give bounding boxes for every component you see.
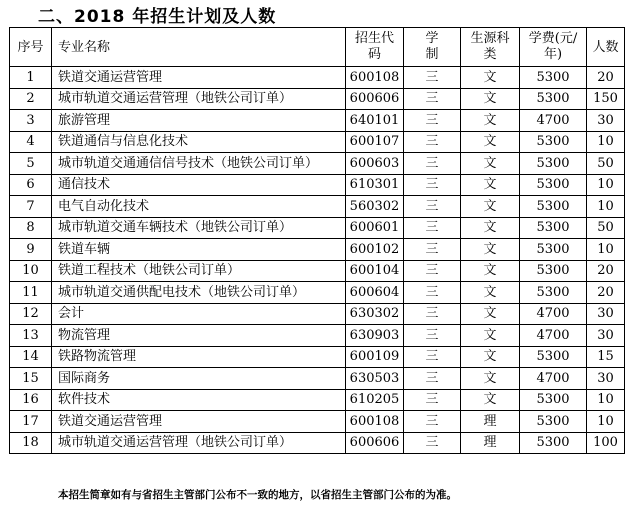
cell-seq: 13 (10, 325, 52, 347)
cell-count: 20 (587, 260, 625, 282)
cell-count: 30 (587, 325, 625, 347)
table-row (10, 217, 625, 239)
cell-fee: 5300 (520, 88, 587, 110)
cell-subject: 文 (461, 131, 520, 153)
table-row (10, 196, 625, 218)
cell-name: 铁道工程技术（地铁公司订单） (52, 260, 346, 282)
cell-years: 三 (404, 282, 461, 304)
col-header-subject-line1: 生源科 (470, 31, 510, 46)
cell-code: 630302 (346, 303, 404, 325)
col-header-fee (520, 28, 587, 67)
cell-code: 600107 (346, 131, 404, 153)
cell-years: 三 (404, 131, 461, 153)
cell-count: 10 (587, 174, 625, 196)
table-row (10, 432, 625, 454)
col-header-years-line1: 学 (425, 31, 439, 46)
col-header-subject-line2: 类 (483, 47, 497, 62)
cell-seq: 1 (10, 67, 52, 89)
cell-fee: 5300 (520, 217, 587, 239)
table-row (10, 110, 625, 132)
cell-fee: 5300 (520, 411, 587, 433)
cell-subject: 文 (461, 260, 520, 282)
cell-fee: 5300 (520, 389, 587, 411)
cell-subject: 文 (461, 110, 520, 132)
cell-seq: 9 (10, 239, 52, 261)
table-row (10, 411, 625, 433)
cell-name: 铁道车辆 (52, 239, 346, 261)
table-row (10, 325, 625, 347)
enrollment-plan-table (9, 27, 625, 454)
cell-name: 铁道交通运营管理 (52, 67, 346, 89)
cell-seq: 5 (10, 153, 52, 175)
cell-years: 三 (404, 196, 461, 218)
table-row (10, 368, 625, 390)
cell-code: 600606 (346, 88, 404, 110)
cell-years: 三 (404, 260, 461, 282)
cell-seq: 8 (10, 217, 52, 239)
table-row (10, 88, 625, 110)
cell-seq: 3 (10, 110, 52, 132)
cell-code: 610205 (346, 389, 404, 411)
cell-subject: 文 (461, 346, 520, 368)
cell-count: 50 (587, 217, 625, 239)
cell-count: 10 (587, 239, 625, 261)
cell-code: 600108 (346, 67, 404, 89)
cell-count: 100 (587, 432, 625, 454)
cell-years: 三 (404, 432, 461, 454)
cell-name: 会计 (52, 303, 346, 325)
cell-seq: 7 (10, 196, 52, 218)
cell-seq: 6 (10, 174, 52, 196)
table-row (10, 67, 625, 89)
cell-fee: 5300 (520, 174, 587, 196)
cell-code: 610301 (346, 174, 404, 196)
table-body (10, 67, 625, 454)
cell-code: 600108 (346, 411, 404, 433)
table-row (10, 131, 625, 153)
cell-subject: 文 (461, 153, 520, 175)
cell-code: 600603 (346, 153, 404, 175)
cell-code: 600604 (346, 282, 404, 304)
cell-code: 600104 (346, 260, 404, 282)
cell-fee: 4700 (520, 303, 587, 325)
cell-years: 三 (404, 389, 461, 411)
col-header-name: 专业名称 (52, 28, 346, 67)
cell-seq: 16 (10, 389, 52, 411)
cell-name: 国际商务 (52, 368, 346, 390)
cell-subject: 文 (461, 239, 520, 261)
cell-years: 三 (404, 67, 461, 89)
cell-subject: 文 (461, 196, 520, 218)
cell-subject: 文 (461, 217, 520, 239)
cell-seq: 17 (10, 411, 52, 433)
cell-count: 10 (587, 196, 625, 218)
cell-seq: 2 (10, 88, 52, 110)
cell-fee: 5300 (520, 239, 587, 261)
cell-years: 三 (404, 88, 461, 110)
cell-fee: 4700 (520, 325, 587, 347)
cell-subject: 理 (461, 432, 520, 454)
cell-years: 三 (404, 217, 461, 239)
cell-name: 软件技术 (52, 389, 346, 411)
cell-seq: 10 (10, 260, 52, 282)
cell-name: 铁道通信与信息化技术 (52, 131, 346, 153)
cell-name: 城市轨道交通供配电技术（地铁公司订单） (52, 282, 346, 304)
cell-years: 三 (404, 368, 461, 390)
cell-subject: 文 (461, 67, 520, 89)
cell-count: 20 (587, 67, 625, 89)
table-row (10, 389, 625, 411)
cell-seq: 15 (10, 368, 52, 390)
cell-name: 物流管理 (52, 325, 346, 347)
cell-code: 600102 (346, 239, 404, 261)
cell-fee: 5300 (520, 346, 587, 368)
col-header-fee-line1: 学费(元/ (528, 31, 578, 46)
cell-fee: 5300 (520, 67, 587, 89)
cell-fee: 4700 (520, 368, 587, 390)
cell-count: 50 (587, 153, 625, 175)
table-row (10, 346, 625, 368)
cell-fee: 5300 (520, 131, 587, 153)
cell-fee: 5300 (520, 260, 587, 282)
cell-seq: 12 (10, 303, 52, 325)
cell-years: 三 (404, 303, 461, 325)
table-row (10, 282, 625, 304)
cell-count: 10 (587, 389, 625, 411)
cell-subject: 理 (461, 411, 520, 433)
cell-fee: 5300 (520, 282, 587, 304)
cell-seq: 18 (10, 432, 52, 454)
cell-count: 15 (587, 346, 625, 368)
cell-code: 630903 (346, 325, 404, 347)
cell-count: 30 (587, 110, 625, 132)
cell-fee: 5300 (520, 153, 587, 175)
cell-count: 150 (587, 88, 625, 110)
table-row (10, 153, 625, 175)
cell-name: 城市轨道交通通信信号技术（地铁公司订单） (52, 153, 346, 175)
table-header-row (10, 28, 625, 67)
cell-subject: 文 (461, 88, 520, 110)
cell-years: 三 (404, 153, 461, 175)
cell-subject: 文 (461, 389, 520, 411)
cell-count: 30 (587, 303, 625, 325)
col-header-code (346, 28, 404, 67)
cell-code: 640101 (346, 110, 404, 132)
col-header-years-line2: 制 (425, 47, 439, 62)
table-row (10, 303, 625, 325)
cell-name: 城市轨道交通运营管理（地铁公司订单） (52, 432, 346, 454)
cell-count: 10 (587, 131, 625, 153)
cell-subject: 文 (461, 282, 520, 304)
cell-code: 630503 (346, 368, 404, 390)
cell-seq: 14 (10, 346, 52, 368)
cell-name: 旅游管理 (52, 110, 346, 132)
col-header-years (404, 28, 461, 67)
cell-code: 560302 (346, 196, 404, 218)
col-header-code-line2: 码 (367, 47, 381, 62)
cell-years: 三 (404, 174, 461, 196)
cell-subject: 文 (461, 303, 520, 325)
cell-code: 600601 (346, 217, 404, 239)
table-row (10, 260, 625, 282)
col-header-code-line1: 招生代 (354, 31, 394, 46)
cell-code: 600109 (346, 346, 404, 368)
cell-count: 20 (587, 282, 625, 304)
cell-seq: 11 (10, 282, 52, 304)
footer-note: 本招生简章如有与省招生主管部门公布不一致的地方，以省招生主管部门公布的为准。 (58, 489, 457, 501)
cell-fee: 5300 (520, 432, 587, 454)
cell-years: 三 (404, 325, 461, 347)
table-row (10, 239, 625, 261)
cell-years: 三 (404, 346, 461, 368)
col-header-subject (461, 28, 520, 67)
cell-name: 城市轨道交通车辆技术（地铁公司订单） (52, 217, 346, 239)
col-header-count: 人数 (587, 28, 625, 67)
cell-years: 三 (404, 239, 461, 261)
cell-fee: 5300 (520, 196, 587, 218)
cell-count: 10 (587, 411, 625, 433)
cell-name: 电气自动化技术 (52, 196, 346, 218)
col-header-fee-line2: 年) (543, 47, 563, 62)
cell-name: 通信技术 (52, 174, 346, 196)
cell-count: 30 (587, 368, 625, 390)
col-header-seq: 序号 (10, 28, 52, 67)
cell-fee: 4700 (520, 110, 587, 132)
cell-name: 铁道交通运营管理 (52, 411, 346, 433)
cell-name: 铁路物流管理 (52, 346, 346, 368)
cell-name: 城市轨道交通运营管理（地铁公司订单） (52, 88, 346, 110)
cell-subject: 文 (461, 368, 520, 390)
cell-years: 三 (404, 411, 461, 433)
cell-subject: 文 (461, 174, 520, 196)
table-row (10, 174, 625, 196)
cell-subject: 文 (461, 325, 520, 347)
cell-years: 三 (404, 110, 461, 132)
cell-seq: 4 (10, 131, 52, 153)
section-heading: 二、2018 年招生计划及人数 (38, 7, 277, 27)
cell-code: 600606 (346, 432, 404, 454)
